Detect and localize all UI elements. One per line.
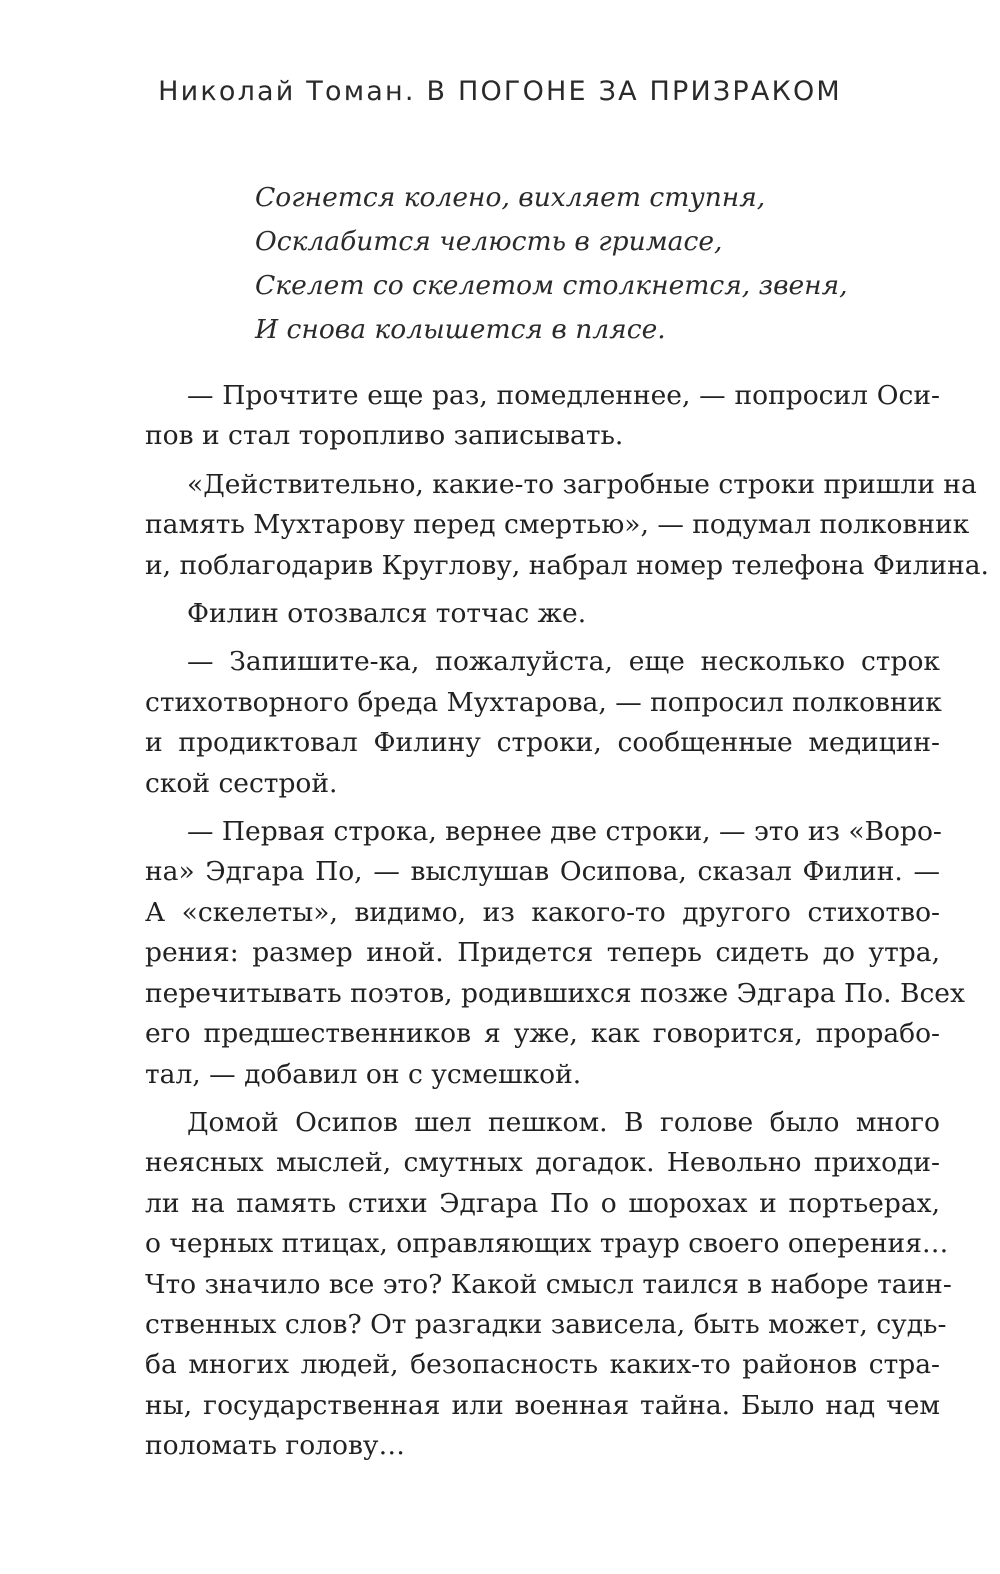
text-line: перечитывать поэтов, родившихся позже Эдгара По. Всех <box>145 977 965 1009</box>
text-line: ба многих людей, безопасность каких-то районов стра- <box>145 1349 940 1381</box>
text-line: — Запишите-ка, пожалуйста, еще несколько строк <box>187 646 940 678</box>
poem-stanza <box>255 176 855 352</box>
text-line: его предшественников я уже, как говорится, прорабо- <box>145 1018 940 1050</box>
text-line: на» Эдгара По, — выслушав Осипова, сказал Филин. — <box>145 856 940 888</box>
text-line: неясных мыслей, смутных догадок. Невольно приходи- <box>145 1147 940 1179</box>
text-line: Домой Осипов шел пешком. В голове было много <box>187 1106 940 1138</box>
paragraph <box>145 594 940 634</box>
paragraph <box>145 376 940 457</box>
text-line: поломать голову… <box>145 1430 405 1462</box>
paragraph <box>145 812 965 1095</box>
text-line: и продиктовал Филину строки, сообщенные медицин- <box>145 727 940 759</box>
text-line: Что значило все это? Какой смысл таился в наборе таин- <box>145 1268 952 1300</box>
paragraph <box>145 642 940 804</box>
text-line: ли на память стихи Эдгара По о шорохах и портьерах, <box>145 1187 940 1219</box>
text-line: память Мухтарову перед смертью», — подумал полковник <box>145 509 970 541</box>
paragraph <box>145 1103 952 1467</box>
text-line: — Первая строка, вернее две строки, — это из «Воро- <box>187 816 942 848</box>
text-line: пов и стал торопливо записывать. <box>145 420 624 452</box>
text-line: ской сестрой. <box>145 767 338 799</box>
text-line: тал, — добавил он с усмешкой. <box>145 1058 582 1090</box>
body-text <box>145 376 989 1475</box>
text-line: стихотворного бреда Мухтарова, — попросил полковник <box>145 686 942 718</box>
text-line: о черных птицах, оправляющих траур своего оперения… <box>145 1228 949 1260</box>
poem-line: Согнется колено, вихляет ступня, <box>255 182 766 213</box>
poem-line: Осклабится челюсть в гримасе, <box>255 226 723 257</box>
text-line: и, поблагодарив Круглову, набрал номер телефона Филина. <box>145 549 989 581</box>
running-head: Николай Томан. В ПОГОНЕ ЗА ПРИЗРАКОМ <box>158 76 842 107</box>
text-line: рения: размер иной. Придется теперь сидеть до утра, <box>145 937 940 969</box>
paragraph <box>145 465 989 586</box>
text-line: А «скелеты», видимо, из какого-то другого стихотво- <box>145 896 940 928</box>
poem-line: И снова колышется в плясе. <box>255 314 666 345</box>
poem-line: Скелет со скелетом столкнется, звеня, <box>255 270 848 301</box>
text-line: — Прочтите еще раз, помедленнее, — попросил Оси- <box>187 380 940 411</box>
text-line: Филин отозвался тотчас же. <box>187 598 587 630</box>
text-line: «Действительно, какие-то загробные строки пришли на <box>187 468 977 500</box>
text-line: ственных слов? От разгадки зависела, быть может, судь- <box>145 1308 947 1340</box>
text-line: ны, государственная или военная тайна. Было над чем <box>145 1389 940 1421</box>
